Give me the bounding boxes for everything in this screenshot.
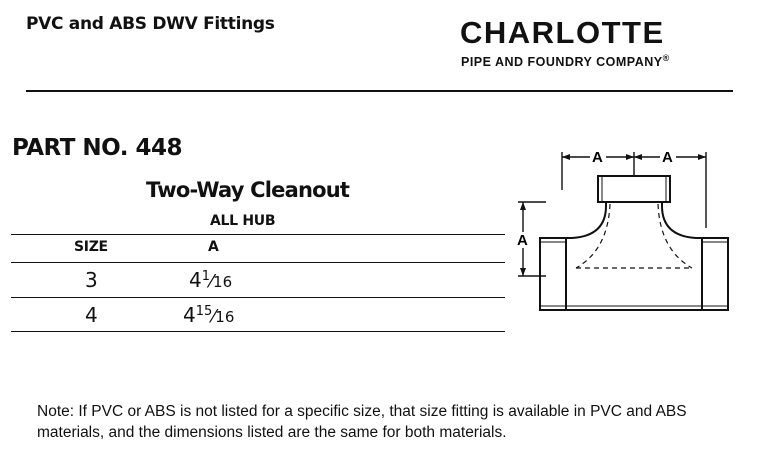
- dimension-denominator: 16: [213, 273, 233, 291]
- fitting-name: Two-Way Cleanout: [146, 178, 350, 202]
- dimension-label-a-side: A: [517, 232, 528, 249]
- fraction-slash: ⁄: [212, 306, 216, 327]
- brand-subtitle-text: PIPE AND FOUNDRY COMPANY: [461, 55, 663, 70]
- table-header-rule: [11, 262, 505, 263]
- table-row-dimension-a: [189, 268, 232, 292]
- fraction-slash: ⁄: [210, 271, 214, 292]
- left-hub: [540, 238, 566, 310]
- dimension-whole: 4: [183, 303, 196, 327]
- table-row-rule: [11, 297, 505, 298]
- dimension-numerator: 15: [195, 304, 213, 319]
- two-way-cleanout-diagram: [510, 140, 750, 350]
- dimension-whole: 4: [189, 268, 202, 292]
- dimension-label-a-right: A: [662, 149, 673, 166]
- table-row-size: 3: [85, 268, 98, 292]
- a-column-header: A: [208, 239, 219, 255]
- body-right-shoulder: [662, 202, 702, 238]
- table-top-rule: [11, 234, 505, 235]
- brand-logo-name: CHARLOTTE: [460, 15, 665, 50]
- brand-logo-subtitle: [461, 53, 670, 69]
- size-column-header: SIZE: [74, 239, 108, 255]
- table-bottom-rule: [11, 331, 505, 332]
- dimension-numerator: 1: [201, 269, 211, 284]
- top-hub: [598, 176, 670, 202]
- right-hub: [702, 238, 728, 310]
- column-group-label: ALL HUB: [210, 213, 276, 229]
- dimension-denominator: 16: [215, 308, 235, 326]
- registered-mark: ®: [662, 53, 670, 63]
- table-row-size: 4: [85, 303, 98, 327]
- header-divider: [26, 90, 733, 92]
- body-left-shoulder: [566, 202, 606, 238]
- table-row-dimension-a: [183, 303, 234, 327]
- dimension-label-a-left: A: [592, 149, 603, 166]
- part-number: PART NO. 448: [12, 135, 182, 161]
- catalog-section-title: PVC and ABS DWV Fittings: [26, 14, 275, 34]
- materials-note: Note: If PVC or ABS is not listed for a specific size, that size fitting is available in PVC and ABS materials, and the dimensions listed are the same for both materials.: [37, 403, 687, 441]
